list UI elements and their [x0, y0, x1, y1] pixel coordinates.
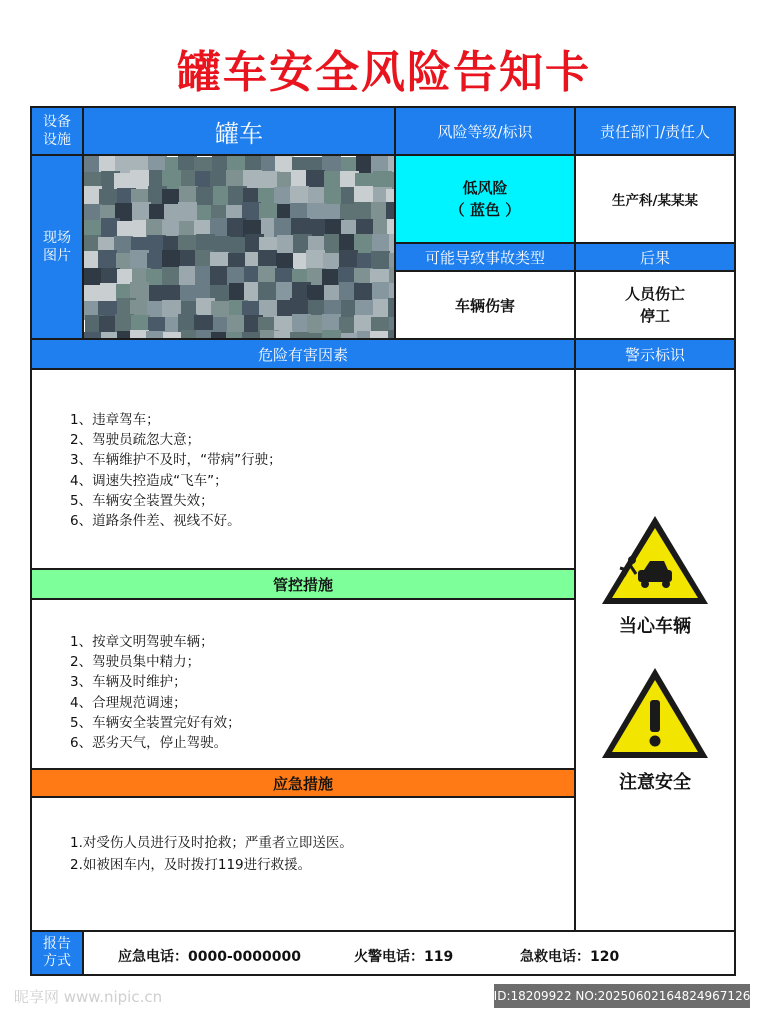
- watermark: 昵享网 www.nipic.cn: [14, 988, 163, 1006]
- consequence-label: 后果: [576, 244, 734, 272]
- site-photo-label: 现场 图片: [32, 156, 84, 340]
- warning-label: 警示标识: [576, 340, 734, 370]
- exclamation-warning-icon: [598, 664, 712, 764]
- controls-list: [70, 632, 241, 753]
- list-item: 1、按章文明驾驶车辆；: [70, 634, 214, 650]
- image-id-bar: ID:18209922 NO:20250602164824967126: [494, 984, 750, 1008]
- responsible-value: 生产科/某某某: [576, 156, 734, 244]
- list-item: 4、调速失控造成“飞车”；: [70, 472, 228, 489]
- responsible-label: 责任部门/责任人: [576, 108, 734, 156]
- list-item: 1、违章驾车；: [70, 412, 160, 428]
- accident-type-value: 车辆伤害: [396, 272, 576, 340]
- accident-type-label: 可能导致事故类型: [396, 244, 576, 272]
- risk-level-label: 风险等级/标识: [396, 108, 576, 156]
- page-title: 罐车安全风险告知卡: [177, 47, 591, 98]
- list-item: 2.如被困车内，及时拨打119进行救援。: [70, 857, 312, 873]
- hazards-list: [70, 410, 282, 531]
- emergency-phone: 应急电话：0000-0000000: [118, 949, 301, 965]
- risk-card: [30, 106, 736, 976]
- risk-color-value: （ 蓝色 ）: [449, 201, 521, 219]
- list-item: 2、驾驶员疏忽大意；: [70, 432, 201, 449]
- sign-label: 注意安全: [619, 772, 691, 793]
- emergency-label: 应急措施: [32, 770, 576, 798]
- controls-label: 管控措施: [32, 570, 576, 600]
- photo-frame: [84, 156, 396, 340]
- list-item: 4、合理规范调速；: [70, 694, 187, 711]
- facility-label: 设备 设施: [32, 108, 84, 156]
- sign-label: 当心车辆: [619, 616, 691, 637]
- consequence-value: 人员伤亡 停工: [576, 272, 734, 340]
- list-item: 5、车辆安全装置失效；: [70, 492, 214, 509]
- facility-value: 罐车: [84, 108, 396, 156]
- ambulance-phone: 急救电话：120: [520, 949, 620, 965]
- fire-phone: 火警电话：119: [354, 949, 454, 965]
- list-item: 5、车辆安全装置完好有效；: [70, 714, 241, 731]
- sign-caution: [598, 664, 712, 793]
- list-item: 6、恶劣天气，停止驾驶。: [70, 735, 228, 752]
- hazards-label: 危险有害因素: [32, 340, 576, 370]
- emergency-list: [70, 832, 353, 876]
- sign-watch-vehicles: [598, 510, 712, 636]
- vehicle-warning-icon: [598, 510, 712, 610]
- risk-level-value: 低风险: [462, 179, 508, 197]
- list-item: 2、驾驶员集中精力；: [70, 654, 201, 671]
- report-label: 报告 方式: [32, 932, 84, 974]
- risk-level-cell: [396, 156, 576, 244]
- warning-signs-area: [576, 370, 734, 932]
- list-item: 1.对受伤人员进行及时抢救；严重者立即送医。: [70, 835, 353, 851]
- list-item: 3、车辆及时维护；: [70, 674, 187, 691]
- list-item: 3、车辆维护不及时，“带病”行驶；: [70, 452, 282, 469]
- list-item: 6、道路条件差、视线不好。: [70, 513, 241, 530]
